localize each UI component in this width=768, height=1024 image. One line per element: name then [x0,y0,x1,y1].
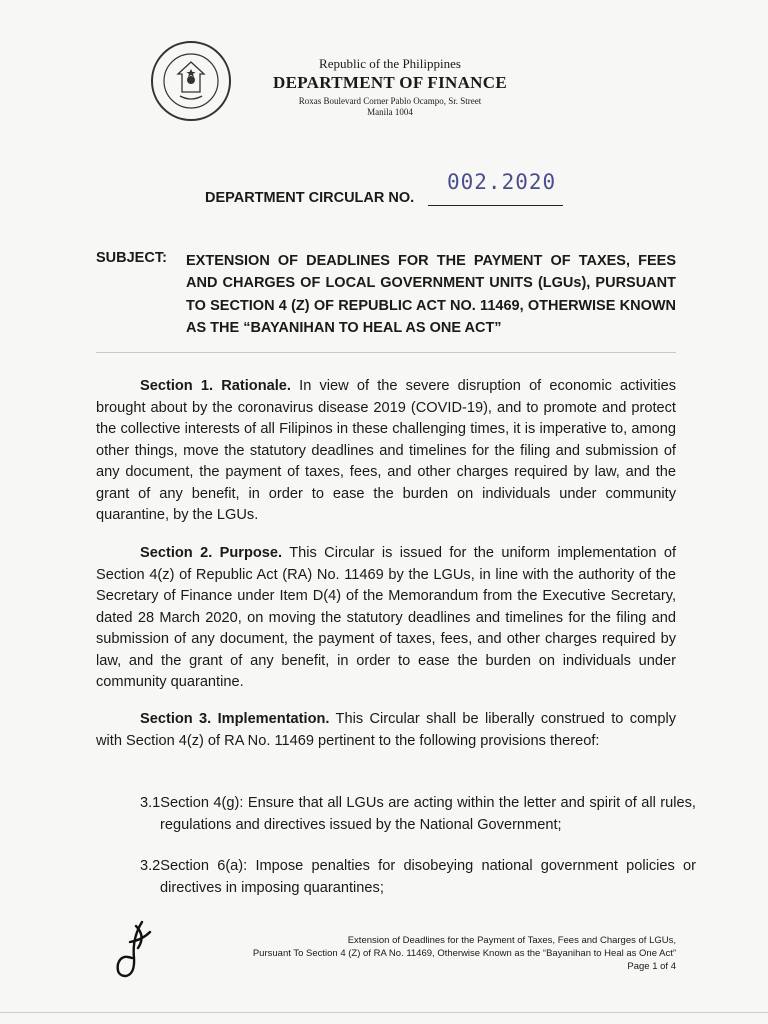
department-name: DEPARTMENT OF FINANCE [273,73,507,92]
footer-line-1: Extension of Deadlines for the Payment of Taxes, Fees and Charges of LGUs, [347,935,676,946]
section-2-heading: Section 2. Purpose. [140,545,283,561]
section-1-heading: Section 1. Rationale. [140,378,291,394]
scan-edge-line [0,1012,768,1013]
circular-label: DEPARTMENT CIRCULAR NO. [205,190,415,206]
divider [96,352,676,353]
section-3-body: This Circular shall be liberally construed to comply with Section 4(z) of RA No. 11469 pertinent to the following provisions thereof: [96,711,676,749]
section-1 [96,376,676,527]
section-3 [96,709,676,752]
circular-number-line [428,205,563,206]
section-1-body: In view of the severe disruption of economic activities brought about by the coronavirus disease 2019 (COVID-19), and to promote and protect the collective interests of all Filipinos in these challenging times, it is imperative to, among other things, move the statutory deadlines and timelines for the filing and submission of any document, the payment of taxes, fees, and other charges required by law, and the grant of any benefit, in order to ease the burden on individuals under community quarantine, by the LGUs. [96,378,677,523]
footer-line-2: Pursuant To Section 4 (Z) of RA No. 11469, Otherwise Known as the “Bayanihan to Heal as One Act” [252,948,676,959]
address-line-1: Roxas Boulevard Corner Pablo Ocampo, Sr. Street [298,96,482,106]
circular-number: 002.2020 [447,170,557,194]
page-footer [150,934,676,973]
subject-label: SUBJECT: [96,250,167,266]
address [250,96,530,118]
department-of-finance-seal [150,40,232,122]
section-2-body: This Circular is issued for the uniform implementation of Section 4(z) of Republic Act (RA) No. 11469 by the LGUs, in line with the authority of the Secretary of Finance under Item D(4) of the Memorandum from the Executive Secretary, dated 28 March 2020, on moving the statutory deadlines and timelines for the filing and submission of any document, the payment of taxes, fees, and other charges required by law, and the grant of any benefit, in order to ease the burden on individuals under community quarantine. [96,545,676,690]
section-3-heading: Section 3. Implementation. [140,711,330,727]
subject-text: EXTENSION OF DEADLINES FOR THE PAYMENT OF TAXES, FEES AND CHARGES OF LOCAL GOVERNMENT UNITS (LGUs), PURSUANT TO SECTION 4 (Z) OF REPUBLIC ACT NO. 11469, OTHERWISE KNOWN AS THE “BAYANIHAN TO HEAL AS ONE ACT” [186,253,676,337]
letterhead [250,56,530,118]
page-number: Page 1 of 4 [627,961,676,972]
republic-line: Republic of the Philippines [319,56,461,71]
section-2 [96,543,676,694]
provision-3-2: 3.2Section 6(a): Impose penalties for disobeying national government policies or directives in imposing quarantines; [140,858,696,896]
address-line-2: Manila 1004 [367,107,413,117]
provision-3-1: 3.1Section 4(g): Ensure that all LGUs are acting within the letter and spirit of all rules, regulations and directives issued by the National Government; [140,795,696,833]
